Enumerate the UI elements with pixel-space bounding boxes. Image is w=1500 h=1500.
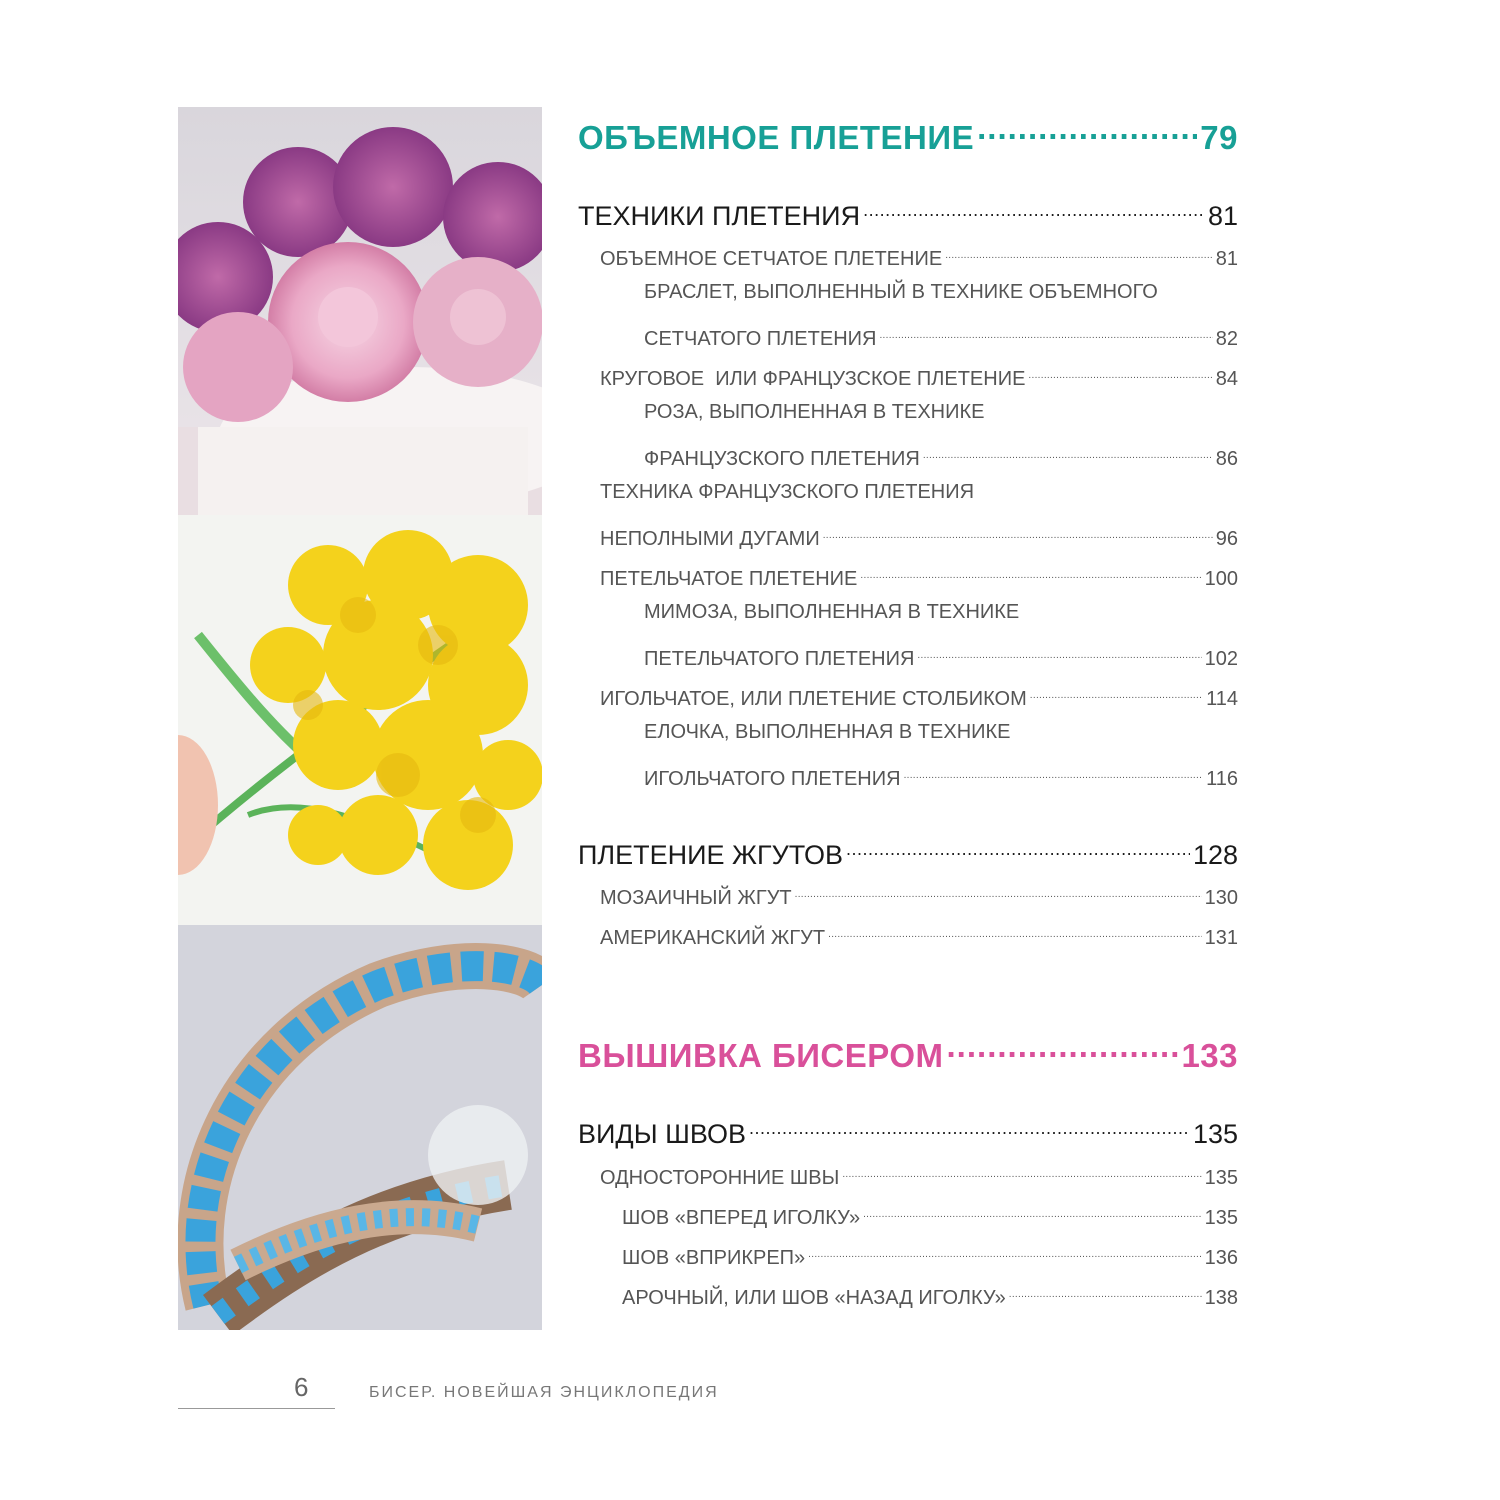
chapter-page: 81	[1207, 201, 1238, 231]
dot-leader	[879, 321, 1212, 345]
toc-chapter[interactable]	[578, 834, 1238, 870]
item-title: ИГОЛЬЧАТОГО ПЛЕТЕНИЯ	[644, 768, 901, 790]
item-title: ОДНОСТОРОННИЕ ШВЫ	[600, 1167, 840, 1189]
toc-item[interactable]	[600, 361, 1238, 390]
dot-leader	[823, 521, 1213, 545]
dot-leader	[863, 1200, 1202, 1224]
toc-item[interactable]	[600, 561, 1238, 590]
toc-item[interactable]	[600, 1160, 1238, 1189]
item-title: ОБЪЕМНОЕ СЕТЧАТОЕ ПЛЕТЕНИЕ	[600, 248, 943, 270]
item-title: ФРАНЦУЗСКОГО ПЛЕТЕНИЯ	[644, 448, 920, 470]
dot-leader	[749, 1113, 1190, 1143]
dot-leader	[917, 641, 1201, 665]
dot-leader	[860, 561, 1201, 585]
item-page: 86	[1215, 448, 1238, 470]
item-page: 100	[1204, 568, 1238, 590]
footer-divider	[178, 1408, 335, 1409]
dot-leader	[1030, 681, 1203, 705]
section-title: ВЫШИВКА БИСЕРОМ	[578, 1037, 944, 1074]
toc-item[interactable]	[644, 761, 1238, 790]
toc-item[interactable]	[622, 1280, 1238, 1309]
toc-item[interactable]	[600, 880, 1238, 909]
item-page: 131	[1204, 927, 1238, 949]
item-page: 135	[1204, 1207, 1238, 1229]
section-page: 133	[1181, 1037, 1238, 1074]
chapter-page: 135	[1192, 1119, 1238, 1149]
page-number: 6	[294, 1372, 309, 1402]
section-title: ОБЪЕМНОЕ ПЛЕТЕНИЕ	[578, 119, 975, 156]
toc-item[interactable]	[600, 920, 1238, 949]
dot-leader	[846, 834, 1190, 864]
book-title: БИСЕР. НОВЕЙШАЯ ЭНЦИКЛОПЕДИЯ	[369, 1384, 719, 1401]
dot-leader	[945, 241, 1213, 265]
item-title-line1: РОЗА, ВЫПОЛНЕННАЯ В ТЕХНИКЕ	[644, 401, 985, 423]
item-title-line1: ЕЛОЧКА, ВЫПОЛНЕННАЯ В ТЕХНИКЕ	[644, 721, 1011, 743]
dot-leader	[828, 920, 1202, 944]
item-page: 81	[1215, 248, 1238, 270]
toc-item[interactable]	[600, 241, 1238, 270]
item-page: 84	[1215, 368, 1238, 390]
toc-item[interactable]	[644, 641, 1238, 670]
item-title: ПЕТЕЛЬЧАТОЕ ПЛЕТЕНИЕ	[600, 568, 858, 590]
beaded-rope-necklace-photo	[178, 925, 542, 1330]
item-title: МОЗАИЧНЫЙ ЖГУТ	[600, 887, 792, 909]
item-page: 102	[1204, 648, 1238, 670]
chapter-title: ПЛЕТЕНИЕ ЖГУТОВ	[578, 840, 844, 870]
beaded-roses-photo	[178, 107, 542, 515]
item-title: НЕПОЛНЫМИ ДУГАМИ	[600, 528, 820, 550]
dot-leader	[977, 109, 1197, 149]
item-page: 114	[1206, 688, 1238, 710]
dot-leader	[947, 1027, 1179, 1067]
item-title-line1: ТЕХНИКА ФРАНЦУЗСКОГО ПЛЕТЕНИЯ	[600, 481, 975, 503]
item-page: 135	[1204, 1167, 1238, 1189]
section-page: 79	[1200, 119, 1238, 156]
chapter-title: ВИДЫ ШВОВ	[578, 1119, 746, 1149]
dot-leader	[842, 1160, 1201, 1184]
dot-leader	[1028, 361, 1212, 385]
dot-leader	[1009, 1280, 1202, 1304]
item-title: ИГОЛЬЧАТОЕ, ИЛИ ПЛЕТЕНИЕ СТОЛБИКОМ	[600, 688, 1027, 710]
item-page: 96	[1215, 528, 1238, 550]
chapter-page: 128	[1192, 840, 1238, 870]
toc-item[interactable]	[644, 441, 1238, 470]
dot-leader	[808, 1240, 1201, 1264]
toc-chapter[interactable]	[578, 195, 1238, 231]
dot-leader	[923, 441, 1213, 465]
dot-leader	[904, 761, 1204, 785]
toc-section[interactable]	[578, 1027, 1238, 1074]
dot-leader	[863, 195, 1205, 225]
item-title: АРОЧНЫЙ, ИЛИ ШОВ «НАЗАД ИГОЛКУ»	[622, 1287, 1006, 1309]
item-page: 136	[1204, 1247, 1238, 1269]
item-title: ШОВ «ВПРИКРЕП»	[622, 1247, 806, 1269]
toc-item[interactable]	[622, 1240, 1238, 1269]
item-title: КРУГОВОЕ ИЛИ ФРАНЦУЗСКОЕ ПЛЕТЕНИЕ	[600, 368, 1026, 390]
item-title: ШОВ «ВПЕРЕД ИГОЛКУ»	[622, 1207, 861, 1229]
dot-leader	[795, 880, 1202, 904]
item-title-line1: МИМОЗА, ВЫПОЛНЕННАЯ В ТЕХНИКЕ	[644, 601, 1020, 623]
toc-section[interactable]	[578, 109, 1238, 156]
item-page: 130	[1204, 887, 1238, 909]
beaded-mimosa-photo	[178, 515, 542, 925]
toc-item[interactable]	[600, 521, 1238, 550]
toc-item[interactable]	[600, 681, 1238, 710]
item-page: 82	[1215, 328, 1238, 350]
item-title: АМЕРИКАНСКИЙ ЖГУТ	[600, 927, 826, 949]
item-title: ПЕТЕЛЬЧАТОГО ПЛЕТЕНИЯ	[644, 648, 915, 670]
toc-chapter[interactable]	[578, 1113, 1238, 1149]
chapter-title: ТЕХНИКИ ПЛЕТЕНИЯ	[578, 201, 861, 231]
item-title-line1: БРАСЛЕТ, ВЫПОЛНЕННЫЙ В ТЕХНИКЕ ОБЪЕМНОГО	[644, 281, 1158, 303]
item-title: СЕТЧАТОГО ПЛЕТЕНИЯ	[644, 328, 877, 350]
item-page: 138	[1204, 1287, 1238, 1309]
toc-item[interactable]	[622, 1200, 1238, 1229]
toc-item[interactable]	[644, 321, 1238, 350]
item-page: 116	[1206, 768, 1238, 790]
